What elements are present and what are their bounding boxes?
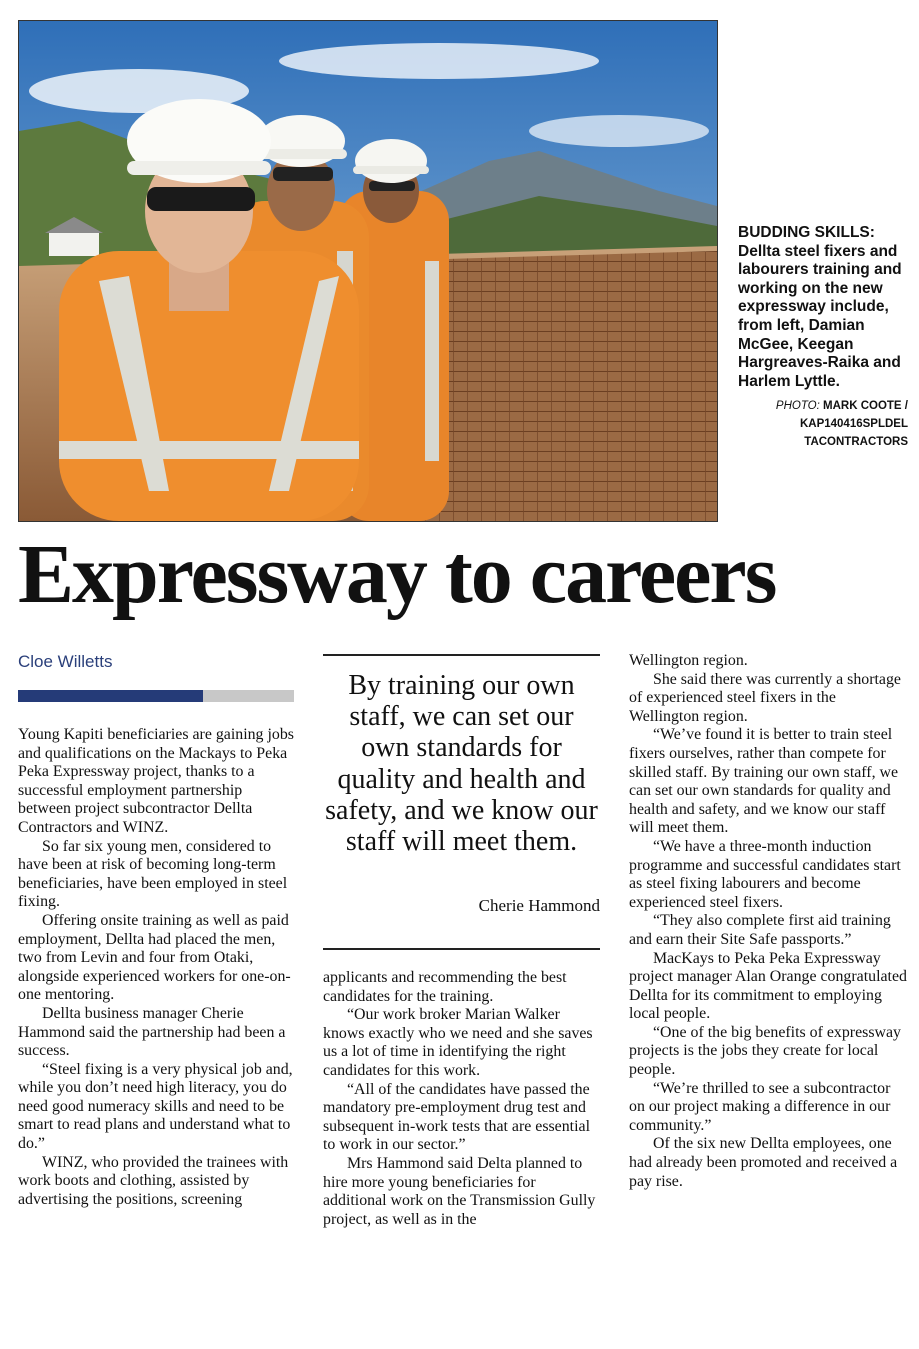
photo-illustration	[19, 21, 717, 521]
paragraph: “We’re thrilled to see a subcontractor on our project making a difference in our community.”	[629, 1079, 891, 1134]
article-photo	[18, 20, 718, 522]
article-column-3	[629, 652, 909, 1191]
photo-credit	[738, 397, 908, 451]
byline: Cloe Willetts	[18, 652, 113, 671]
paragraph: “All of the candidates have passed the mandatory pre-employment drug test and subsequent in-work tests that are essential to work in our sector.”	[323, 1080, 590, 1154]
paragraph: Offering onsite training as well as paid employment, Dellta had placed the men, two from Levin and four from Otaki, alongside experienced workers for one-on-one mentoring.	[18, 911, 291, 1004]
caption-headline: BUDDING SKILLS: Dellta steel fixers and labourers training and working on the new expressway include, from left, Damian McGee, Keegan Hargreaves-Raika and Harlem Lyttle.	[738, 224, 902, 390]
article-headline: Expressway to careers	[18, 528, 776, 621]
paragraph: Wellington region.	[629, 652, 748, 669]
paragraph: “We have a three-month induction programme and successful candidates start as steel fixing labourers and become experienced steel fixers.	[629, 837, 901, 911]
photo-credit-name: MARK COOTE / KAP140416SPLDEL TACONTRACTORS	[799, 400, 908, 449]
paragraph: WINZ, who provided the trainees with work boots and clothing, assisted by advertising the positions, screening	[18, 1153, 289, 1208]
paragraph: Of the six new Dellta employees, one had already been promoted and received a pay rise.	[629, 1135, 898, 1190]
photo-label: PHOTO:	[775, 400, 820, 413]
paragraph: She said there was currently a shortage of experienced steel fixers in the Wellington region.	[629, 670, 901, 725]
paragraph: “Steel fixing is a very physical job and, while you don’t need high literacy, you do need good numeracy skills and need to be smart to read plans and understand what to do.”	[18, 1060, 293, 1153]
byline-bar	[18, 690, 294, 702]
paragraph: Dellta business manager Cherie Hammond said the partnership had been a success.	[18, 1004, 286, 1060]
article-column-2	[323, 969, 600, 1229]
paragraph: Young Kapiti beneficiaries are gaining jobs and qualifications on the Mackays to Peka Peka Expressway project, thanks to a successful employment partnership between project subcontractor Dellta Contractors and WINZ.	[18, 726, 294, 836]
paragraph: “Our work broker Marian Walker knows exactly who we need and she saves us a lot of time in identifying the right candidates for this work.	[323, 1006, 593, 1079]
paragraph: Mrs Hammond said Delta planned to hire more young beneficiaries for additional work on the Transmission Gully project, as well as in the	[323, 1154, 596, 1228]
photo-caption	[738, 224, 908, 451]
paragraph: So far six young men, considered to have been at risk of becoming long-term beneficiaries, have been employed in steel fixing.	[18, 837, 288, 911]
paragraph: MacKays to Peka Peka Expressway project manager Alan Orange congratulated Dellta for its commitment to employing local people.	[629, 949, 907, 1023]
article-column-1	[18, 726, 295, 1209]
paragraph: “They also complete first aid training and earn their Site Safe passports.”	[629, 912, 891, 948]
paragraph: “We’ve found it is better to train steel fixers ourselves, rather than compete for skilled staff. By training our own staff, we can set our own standards for quality and health and safety, and we know our staff will meet them.	[629, 726, 899, 837]
paragraph: “One of the big benefits of expressway projects is the jobs they create for local people.	[629, 1023, 901, 1079]
byline-bar-dark	[18, 690, 203, 702]
paragraph: applicants and recommending the best candidates for the training.	[323, 969, 567, 1005]
byline-bar-light	[203, 690, 294, 702]
pull-quote-text: By training our own staff, we can set our own standards for quality and health and safety, and we know our staff will meet them.	[325, 670, 598, 858]
pull-quote	[323, 654, 600, 950]
pull-quote-attribution: Cherie Hammond	[478, 896, 600, 915]
